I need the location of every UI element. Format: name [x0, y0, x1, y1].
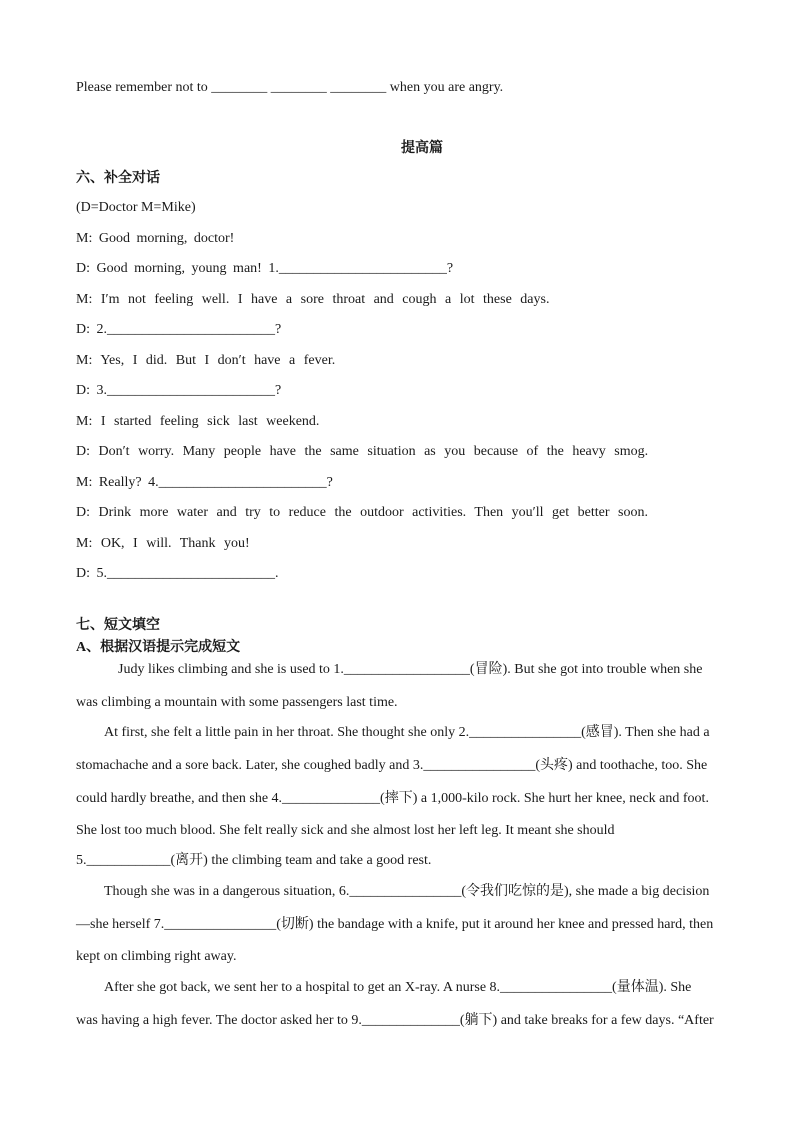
passage-line: At first, she felt a little pain in her throat. She thought she only 2.________________(感冒). Then she had a	[104, 725, 710, 740]
passage-line: was having a high fever. The doctor asked her to 9.______________(躺下) and take breaks for a few days. “After	[76, 1013, 714, 1028]
section-title: 提高篇	[401, 141, 443, 156]
passage-line: Judy likes climbing and she is used to 1.__________________(冒险). But she got into trouble when she	[118, 662, 703, 677]
passage-line: could hardly breathe, and then she 4.______________(摔下) a 1,000-kilo rock. She hurt her knee, neck and foot.	[76, 791, 709, 806]
dialogue-line: M: OK, I will. Thank you!	[76, 536, 250, 551]
dialogue-line: D: 5.________________________.	[76, 566, 279, 581]
dialogue-line: D: Good morning, young man! 1.________________________?	[76, 261, 454, 276]
passage-line: She lost too much blood. She felt really sick and she almost lost her left leg. It meant she should	[76, 823, 615, 838]
dialogue-line: M: Good morning, doctor!	[76, 231, 235, 246]
passage-line: 5.____________(离开) the climbing team and take a good rest.	[76, 853, 432, 868]
top-sentence: Please remember not to ________ ________ ________ when you are angry.	[76, 80, 504, 95]
passage-line: After she got back, we sent her to a hospital to get an X-ray. A nurse 8.________________(量体温). She	[104, 980, 692, 995]
dialogue-line: M: I′m not feeling well. I have a sore throat and cough a lot these days.	[76, 292, 550, 307]
passage-line: stomachache and a sore back. Later, she coughed badly and 3.________________(头疼) and toothache, too. She	[76, 758, 708, 773]
dialogue-line: D: 2.________________________?	[76, 322, 282, 337]
dialogue-roles: (D=Doctor M=Mike)	[76, 200, 196, 215]
part6-heading: 六、补全对话	[76, 171, 160, 186]
dialogue-line: D: Don′t worry. Many people have the same situation as you because of the heavy smog.	[76, 444, 649, 459]
passage-line: Though she was in a dangerous situation, 6.________________(令我们吃惊的是), she made a big decision	[104, 884, 710, 899]
part7-heading: 七、短文填空	[76, 618, 160, 633]
dialogue-line: M: Yes, I did. But I don′t have a fever.	[76, 353, 336, 368]
dialogue-line: M: I started feeling sick last weekend.	[76, 414, 320, 429]
dialogue-line: M: Really? 4.________________________?	[76, 475, 333, 490]
dialogue-line: D: Drink more water and try to reduce the outdoor activities. Then you′ll get better soon.	[76, 505, 648, 520]
dialogue-line: D: 3.________________________?	[76, 383, 282, 398]
passage-line: kept on climbing right away.	[76, 949, 237, 964]
passage-line: was climbing a mountain with some passengers last time.	[76, 695, 398, 710]
part7-subheading: A、根据汉语提示完成短文	[76, 640, 241, 655]
passage-line: —she herself 7.________________(切断) the bandage with a knife, put it around her knee and pressed hard, then	[76, 917, 714, 932]
